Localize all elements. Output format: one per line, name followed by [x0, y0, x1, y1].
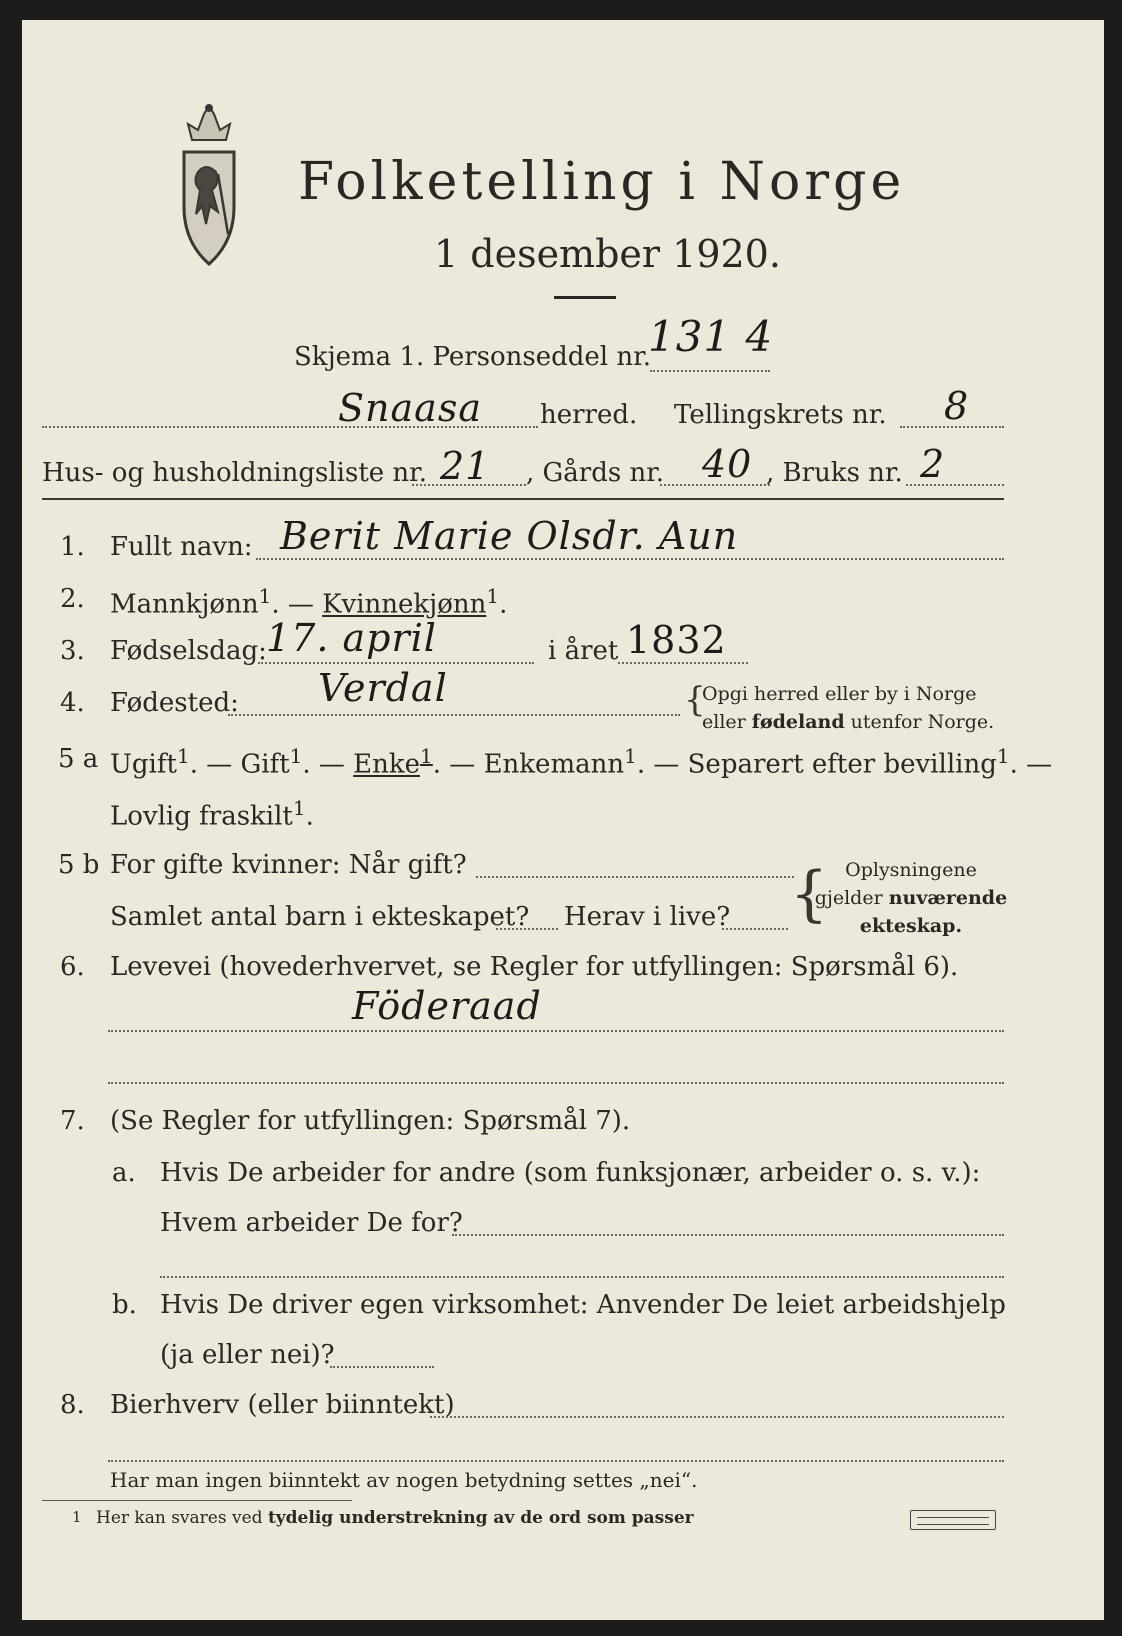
q2-sup2: 1 — [486, 584, 500, 608]
q5a-sup3: 1 — [420, 744, 433, 768]
skjema-label: Skjema 1. Personseddel nr. — [294, 342, 651, 372]
q3-year-label: i året — [548, 636, 619, 666]
q8-line1 — [430, 1416, 1004, 1418]
footnote-text-a: Her kan svares ved — [96, 1508, 268, 1528]
q4-note-line1: Opgi herred eller by i Norge — [702, 683, 977, 705]
personseddel-line — [650, 370, 770, 372]
q5b-note1: Oplysningene — [845, 859, 977, 881]
q4-note-a: eller — [702, 711, 752, 733]
q3-number: 3. — [60, 636, 85, 666]
q5a-dash3: . — — [432, 749, 484, 780]
census-form — [22, 20, 1104, 1620]
q1-fullname-value: Berit Marie Olsdr. Aun — [280, 514, 739, 558]
q5b-line2: Samlet antal barn i ekteskapet? — [110, 902, 530, 932]
q5b-number: 5 b — [58, 850, 100, 880]
bruks-label: , Bruks nr. — [766, 458, 903, 488]
q5a-fraskilt: Lovlig fraskilt — [110, 801, 293, 832]
q6-label: Levevei (hovederhvervet, se Regler for utfyllingen: Spørsmål 6). — [110, 952, 959, 982]
q6-line2 — [108, 1082, 1004, 1084]
q4-number: 4. — [60, 688, 85, 718]
q5b-alive-line — [722, 928, 788, 930]
tellingskrets-label: Tellingskrets nr. — [674, 400, 887, 430]
q7a-answer-line2 — [160, 1276, 1004, 1278]
q4-note — [702, 680, 994, 736]
footnote-rule — [42, 1500, 352, 1501]
q8-note: Har man ingen biinntekt av nogen betydning settes „nei“. — [110, 1468, 698, 1492]
q5a-separert: Separert efter bevilling — [687, 749, 997, 780]
q7a-letter: a. — [112, 1158, 136, 1188]
footnote-marker: 1 — [72, 1508, 82, 1526]
q5a-sup1: 1 — [176, 744, 190, 768]
q5b-line1: For gifte kvinner: Når gift? — [110, 850, 467, 880]
q5a-dash5: . — — [1009, 749, 1053, 780]
q2-sex-line — [110, 584, 507, 620]
q7b-letter: b. — [112, 1290, 137, 1320]
q5b-married-line — [476, 876, 794, 878]
q4-brace: { — [684, 680, 706, 720]
printer-stamp-icon — [910, 1510, 996, 1530]
q6-occupation-value: Föderaad — [352, 984, 542, 1028]
q2-sep: . — — [271, 589, 323, 620]
gards-label: , Gårds nr. — [526, 458, 665, 488]
q2-number: 2. — [60, 584, 85, 614]
footnote-text-b: tydelig understrekning av de ord som passer — [267, 1508, 694, 1528]
q5b-brace: { — [790, 859, 829, 929]
q4-note-b: fødeland — [751, 711, 845, 733]
q5a-sup4: 1 — [624, 744, 637, 768]
q5a-status-line — [110, 744, 1052, 780]
q5b-note — [812, 856, 1010, 940]
q3-day-line — [258, 662, 534, 664]
q4-note-line2 — [702, 708, 994, 736]
q2-sup1: 1 — [258, 584, 272, 608]
q5a-ugift: Ugift — [110, 749, 177, 780]
q1-line — [256, 558, 1004, 560]
q8-number: 8. — [60, 1390, 85, 1420]
q1-label: Fullt navn: — [110, 532, 253, 562]
herred-value: Snaasa — [338, 386, 482, 430]
q7a-line2: Hvem arbeider De for? — [160, 1208, 463, 1238]
q4-birthplace-value: Verdal — [318, 666, 448, 710]
q5a-dash1: . — — [189, 749, 241, 780]
q5a-dash4: . — — [636, 749, 688, 780]
herred-label: herred. — [540, 400, 638, 430]
bruks-value: 2 — [920, 442, 946, 486]
q3-year-line — [618, 662, 748, 664]
q5a-sup5: 1 — [996, 744, 1010, 768]
q5b-note2-b: nuværende — [888, 887, 1008, 909]
form-title: Folketelling i Norge — [298, 152, 906, 212]
q4-label: Fødested: — [110, 688, 239, 718]
q1-number: 1. — [60, 532, 85, 562]
q4-note-c: utenfor Norge. — [844, 711, 995, 733]
section-divider — [42, 498, 1004, 500]
footnote-text — [96, 1508, 694, 1528]
q4-line — [228, 714, 680, 716]
q7b-answer-line — [330, 1366, 434, 1368]
q6-number: 6. — [60, 952, 85, 982]
form-date: 1 desember 1920. — [434, 232, 781, 276]
q2-kvinne-underlined: Kvinnekjønn — [322, 589, 487, 620]
husliste-label: Hus- og husholdningsliste nr. — [42, 458, 428, 488]
header-divider — [554, 296, 616, 299]
q3-birthday-value: 17. april — [266, 616, 437, 660]
tellingskrets-value: 8 — [944, 384, 970, 428]
q5a-sup2: 1 — [289, 744, 303, 768]
q5b-note2 — [812, 884, 1010, 912]
q3-year-value: 1832 — [626, 618, 727, 662]
q3-label: Fødselsdag: — [110, 636, 267, 666]
q5b-herav: Herav i live? — [564, 902, 731, 932]
q8-line2 — [108, 1460, 1004, 1462]
q8-label: Bierhverv (eller biinntekt) — [110, 1390, 455, 1420]
husliste-value: 21 — [440, 444, 491, 488]
q2-end: . — [499, 589, 508, 620]
q7a-answer-line — [452, 1234, 1004, 1236]
q7-label: (Se Regler for utfyllingen: Spørsmål 7). — [110, 1106, 631, 1136]
q7-number: 7. — [60, 1106, 85, 1136]
q5a-enkemann: Enkemann — [483, 749, 625, 780]
q7a-line1: Hvis De arbeider for andre (som funksjonær, arbeider o. s. v.): — [160, 1158, 981, 1188]
norway-coat-of-arms-icon — [162, 102, 256, 272]
q5a-sup6: 1 — [292, 796, 306, 820]
q2-mann: Mannkjønn — [110, 589, 259, 620]
q5b-note3: ekteskap. — [859, 915, 963, 937]
q5a-line2 — [110, 796, 314, 832]
q5b-children-line — [496, 928, 558, 930]
personseddel-number: 131 4 — [648, 312, 774, 361]
q7b-line1: Hvis De driver egen virksomhet: Anvender De leiet arbeidshjelp — [160, 1290, 1006, 1320]
q5a-gift: Gift — [240, 749, 290, 780]
q5a-end: . — [305, 801, 314, 832]
q5a-number: 5 a — [58, 744, 99, 774]
q7b-line2: (ja eller nei)? — [160, 1340, 335, 1370]
gards-value: 40 — [702, 442, 753, 486]
q5a-enke-underlined: Enke — [353, 749, 421, 780]
q6-line1 — [108, 1030, 1004, 1032]
q5b-note2-a: gjelder — [814, 887, 889, 909]
q5a-dash2: . — — [302, 749, 354, 780]
